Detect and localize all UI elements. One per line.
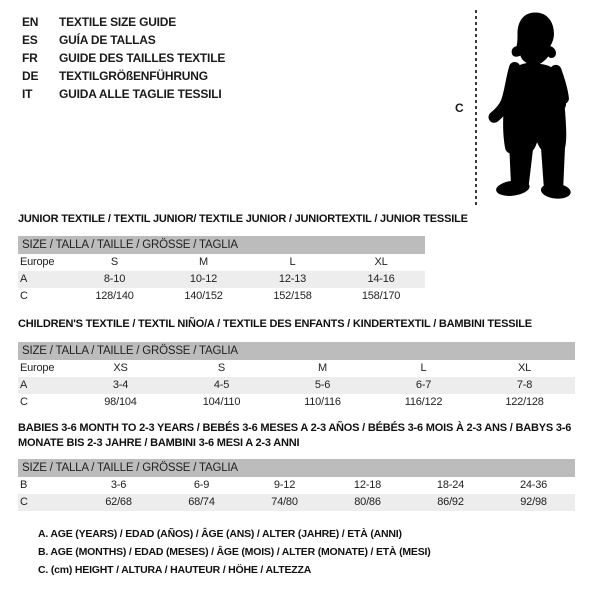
table-cell: 5-6 bbox=[314, 379, 331, 391]
table-cell: 18-24 bbox=[436, 479, 465, 491]
language-row-en bbox=[22, 13, 225, 31]
table-cell: 10-12 bbox=[189, 273, 218, 285]
table-cell: 14-16 bbox=[367, 273, 395, 285]
size-header-bar: SIZE / TALLA / TAILLE / GRÖSSE / TAGLIA bbox=[18, 236, 425, 254]
table-cell: XS bbox=[113, 362, 128, 374]
language-code: DE bbox=[22, 69, 39, 83]
language-title: GUÍA DE TALLAS bbox=[59, 33, 156, 47]
size-header-bar: SIZE / TALLA / TAILLE / GRÖSSE / TAGLIA bbox=[18, 459, 575, 477]
table-cell: XL bbox=[374, 256, 388, 268]
table-cell: L bbox=[420, 362, 427, 374]
table-row bbox=[18, 477, 575, 494]
table-cell: 62/68 bbox=[105, 496, 132, 508]
table-row bbox=[18, 360, 575, 377]
table-cell: M bbox=[199, 256, 208, 268]
language-code: ES bbox=[22, 33, 38, 47]
language-title-list bbox=[22, 13, 225, 103]
footnote-a: A. AGE (YEARS) / EDAD (AÑOS) / ÂGE (ANS) / ALTER (JAHRE) / ETÀ (ANNI) bbox=[38, 528, 402, 540]
table-cell: 6-7 bbox=[415, 379, 432, 391]
table-cell: 152/158 bbox=[273, 290, 312, 302]
language-code: EN bbox=[22, 15, 39, 29]
language-row-de bbox=[22, 67, 225, 85]
baby-silhouette-icon bbox=[478, 5, 600, 206]
language-title: GUIDE DES TAILLES TEXTILE bbox=[59, 51, 226, 65]
row-label: A bbox=[20, 273, 28, 285]
table-cell: S bbox=[217, 362, 226, 374]
table-cell: 4-5 bbox=[213, 379, 230, 391]
language-title: TEXTILE SIZE GUIDE bbox=[59, 15, 177, 29]
table-cell: M bbox=[318, 362, 327, 374]
junior-size-table bbox=[18, 236, 425, 305]
table-cell: 7-8 bbox=[516, 379, 533, 391]
size-tables-content bbox=[0, 212, 600, 579]
table-cell: 128/140 bbox=[95, 290, 134, 302]
table-cell: 92/98 bbox=[520, 496, 547, 508]
children-size-table bbox=[18, 342, 575, 411]
table-cell: 80/86 bbox=[354, 496, 381, 508]
row-label: Europe bbox=[20, 362, 55, 374]
size-header-bar: SIZE / TALLA / TAILLE / GRÖSSE / TAGLIA bbox=[18, 342, 575, 360]
footnote-c: C. (cm) HEIGHT / ALTURA / HAUTEUR / HÖHE / ALTEZZA bbox=[38, 564, 312, 576]
language-code: IT bbox=[22, 87, 33, 101]
row-label: A bbox=[20, 379, 28, 391]
height-measure-label: C bbox=[455, 101, 464, 115]
row-label: C bbox=[20, 290, 28, 302]
table-cell: 104/110 bbox=[202, 396, 241, 408]
footnotes bbox=[38, 525, 600, 579]
table-row bbox=[18, 394, 575, 411]
table-cell: 158/170 bbox=[361, 290, 401, 302]
table-row bbox=[18, 288, 425, 305]
table-cell: 86/92 bbox=[437, 496, 464, 508]
children-section-title: CHILDREN'S TEXTILE / TEXTIL NIÑO/A / TEXTILE DES ENFANTS / KINDERTEXTIL / BAMBINI TESSILE bbox=[18, 318, 532, 330]
table-row bbox=[18, 254, 425, 271]
table-cell: 3-6 bbox=[110, 479, 127, 491]
junior-section-title: JUNIOR TEXTILE / TEXTIL JUNIOR/ TEXTILE JUNIOR / JUNIORTEXTIL / JUNIOR TESSILE bbox=[18, 213, 468, 225]
table-cell: 6-9 bbox=[193, 479, 210, 491]
table-cell: 9-12 bbox=[273, 479, 296, 491]
height-measure-dashed-line bbox=[475, 10, 477, 207]
row-label: C bbox=[20, 396, 28, 408]
table-cell: 116/122 bbox=[404, 396, 443, 408]
table-cell: XL bbox=[518, 362, 532, 374]
table-cell: 8-10 bbox=[103, 273, 126, 285]
footnote-b: B. AGE (MONTHS) / EDAD (MESES) / ÂGE (MOIS) / ALTER (MONATE) / ETÀ (MESI) bbox=[38, 546, 431, 558]
table-cell: 24-36 bbox=[519, 479, 548, 491]
language-code: FR bbox=[22, 51, 38, 65]
table-row bbox=[18, 494, 575, 511]
table-cell: 74/80 bbox=[271, 496, 298, 508]
language-title: GUIDA ALLE TAGLIE TESSILI bbox=[59, 87, 222, 101]
table-cell: 110/116 bbox=[304, 396, 341, 408]
table-cell: S bbox=[110, 256, 119, 268]
guide-header bbox=[0, 0, 600, 210]
row-label: B bbox=[20, 479, 28, 491]
table-cell: 68/74 bbox=[188, 496, 215, 508]
row-label: C bbox=[20, 496, 28, 508]
table-cell: 3-4 bbox=[112, 379, 129, 391]
table-row bbox=[18, 377, 575, 394]
babies-section-title: BABIES 3-6 MONTH TO 2-3 YEARS / BEBÉS 3-6 MESES A 2-3 AÑOS / BÉBÉS 3-6 MOIS À 2-3 ANS / BABYS 3-6 MONATE BIS 2-3 JAHRE / BAMBINI 3-6 MESI A 2-3 ANNI bbox=[18, 422, 572, 449]
table-cell: L bbox=[289, 256, 296, 268]
table-cell: 12-13 bbox=[278, 273, 307, 285]
language-row-fr bbox=[22, 49, 225, 67]
language-row-it bbox=[22, 85, 225, 103]
language-title: TEXTILGRÖßENFÜHRUNG bbox=[59, 69, 208, 83]
table-cell: 98/104 bbox=[104, 396, 137, 408]
row-label: Europe bbox=[20, 256, 55, 268]
table-cell: 140/152 bbox=[184, 290, 223, 302]
table-cell: 12-18 bbox=[353, 479, 382, 491]
babies-size-table bbox=[18, 459, 575, 511]
language-row-es bbox=[22, 31, 225, 49]
table-cell: 122/128 bbox=[505, 396, 544, 408]
table-row bbox=[18, 271, 425, 288]
